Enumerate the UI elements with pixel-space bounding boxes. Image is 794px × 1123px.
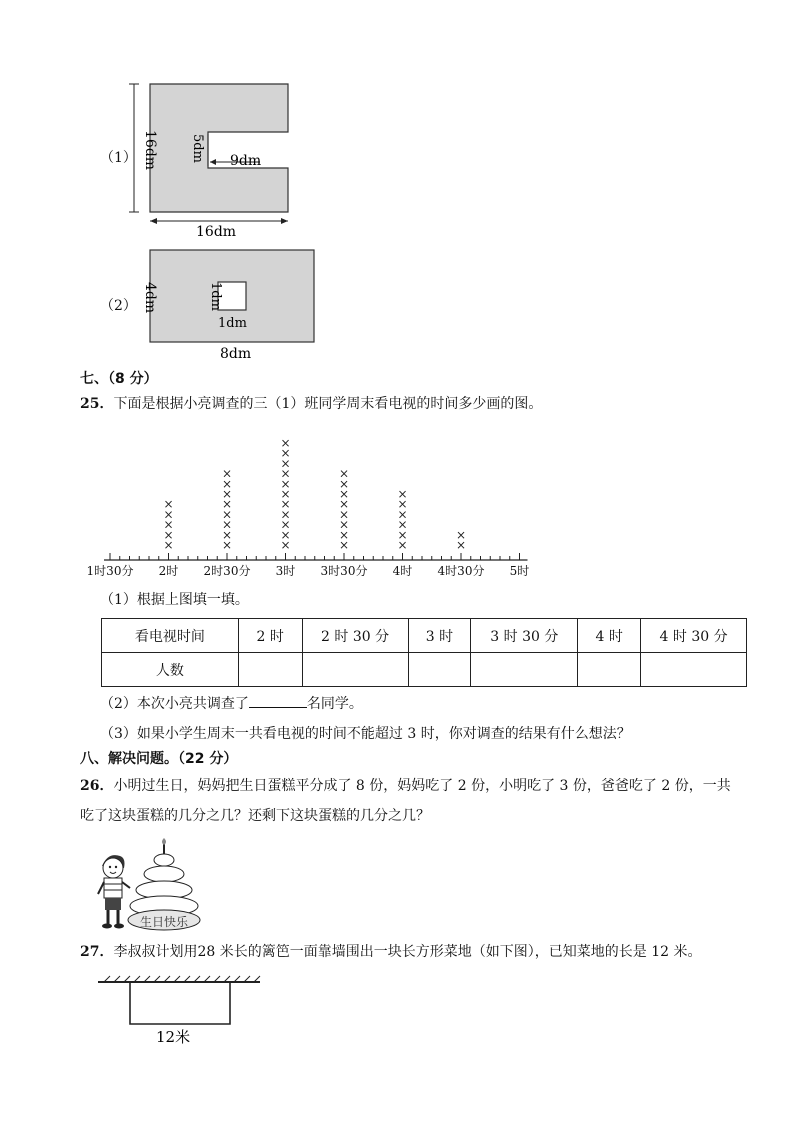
answer-cell[interactable]: [641, 653, 747, 687]
q25-sub2-suffix: 名同学。: [306, 696, 363, 712]
data-marker-x: ×: [163, 497, 174, 512]
boy-figure-icon: [98, 855, 130, 928]
tick-label: 5时: [509, 564, 530, 578]
data-marker-x: ×: [163, 517, 174, 532]
data-marker-x: ×: [397, 538, 408, 552]
tick-label: 1时30分: [86, 564, 134, 578]
data-marker-x: ×: [455, 538, 467, 552]
fig2-width-label: 8dm: [220, 346, 252, 362]
table-cell: 2 时 30 分: [302, 619, 408, 653]
data-marker-x: ×: [397, 507, 408, 522]
data-marker-x: ×: [397, 517, 408, 532]
table-header-count: 人数: [102, 653, 239, 687]
q26-number: 26．: [80, 778, 114, 794]
data-marker-x: ×: [280, 507, 291, 522]
cake-icon: [128, 838, 200, 930]
fig1-notch-height-label: 5dm: [190, 134, 205, 163]
data-marker-x: ×: [221, 507, 233, 522]
q26-line2: 吃了这块蛋糕的几分之几？还剩下这块蛋糕的几分之几？: [80, 808, 430, 824]
fig1-notched-shape: [120, 78, 300, 238]
data-marker-x: ×: [280, 487, 291, 501]
data-marker-x: ×: [338, 538, 350, 552]
tv-time-line-plot: [86, 424, 546, 584]
q27-text: 李叔叔计划用28 米长的篱笆一面靠墙围出一块长方形菜地（如下图），已知菜地的长是 12 米。: [113, 944, 702, 960]
data-marker-x: ×: [338, 476, 350, 491]
fig1-notch-width-label: 9dm: [230, 153, 262, 169]
q25-sub1: （1）根据上图填一填。: [100, 592, 249, 608]
q25-sub2-blank[interactable]: [249, 693, 307, 708]
data-marker-x: ×: [397, 487, 408, 501]
section7-heading: 七、（8 分）: [80, 371, 158, 387]
fig2-label: （2）: [100, 298, 137, 314]
fig2-square-bottom-label: 1dm: [218, 316, 247, 331]
data-marker-x: ×: [221, 476, 233, 491]
table-cell: 4 时 30 分: [641, 619, 747, 653]
data-marker-x: ×: [163, 538, 174, 552]
data-marker-x: ×: [280, 497, 291, 512]
data-marker-x: ×: [280, 466, 291, 481]
data-marker-x: ×: [397, 497, 408, 512]
fence-length-label: 12米: [156, 1028, 191, 1046]
data-marker-x: ×: [221, 497, 233, 512]
fig2-rectangle-with-hole: [128, 248, 328, 364]
section8-heading: 八、解决问题。（22 分）: [80, 751, 238, 767]
q25-sub3: （3）如果小学生周末一共看电视的时间不能超过 3 时，你对调查的结果有什么想法？: [100, 726, 631, 742]
fig2-height-label: 4dm: [142, 282, 158, 314]
data-marker-x: ×: [338, 487, 350, 501]
answer-cell[interactable]: [578, 653, 641, 687]
data-marker-x: ×: [280, 527, 291, 542]
tick-label: 3时30分: [320, 564, 368, 578]
data-marker-x: ×: [280, 538, 291, 552]
cake-text: 生日快乐: [140, 915, 189, 929]
fig1-height-label: 16dm: [142, 130, 158, 171]
table-cell: 4 时: [578, 619, 641, 653]
fig1-label: （1）: [100, 150, 137, 166]
data-marker-x: ×: [221, 538, 233, 552]
answer-cell[interactable]: [238, 653, 302, 687]
q25-number: 25．: [80, 396, 114, 412]
tv-time-table: [101, 618, 747, 687]
fig2-square-side-label: 1dm: [208, 282, 223, 311]
data-marker-x: ×: [280, 436, 291, 450]
data-marker-x: ×: [338, 507, 350, 522]
table-header-time: 看电视时间: [102, 619, 239, 653]
tick-label: 2时30分: [203, 564, 251, 578]
data-marker-x: ×: [280, 517, 291, 532]
tick-label: 4时30分: [437, 564, 485, 578]
data-marker-x: ×: [221, 527, 233, 542]
table-row: [102, 619, 747, 653]
birthday-cake-illustration: [92, 838, 214, 934]
table-row: [102, 653, 747, 687]
q26-text-line1: 小明过生日，妈妈把生日蛋糕平分成了 8 份，妈妈吃了 2 份，小明吃了 3 份，爸爸吃了 2 份，一共: [113, 778, 731, 794]
fig1-width-label: 16dm: [196, 224, 237, 240]
answer-cell[interactable]: [302, 653, 408, 687]
data-marker-x: ×: [338, 497, 350, 512]
table-cell: 2 时: [238, 619, 302, 653]
data-marker-x: ×: [455, 527, 467, 542]
table-cell: 3 时 30 分: [471, 619, 578, 653]
q27-text-line: [80, 942, 701, 962]
q25-prompt: 下面是根据小亮调查的三（1）班同学周末看电视的时间多少画的图。: [113, 396, 543, 412]
data-marker-x: ×: [280, 456, 291, 471]
data-marker-x: ×: [163, 527, 174, 542]
answer-cell[interactable]: [471, 653, 578, 687]
data-marker-x: ×: [338, 527, 350, 542]
table-cell: 3 时: [408, 619, 471, 653]
q25-sub2-prefix: （2）本次小亮共调查了: [100, 696, 249, 712]
tick-label: 4时: [392, 564, 413, 578]
fence-wall-diagram: [96, 976, 266, 1048]
q26-line1: [80, 776, 731, 796]
q25-sub2: [100, 693, 363, 714]
tick-label: 2时: [158, 564, 179, 578]
data-marker-x: ×: [280, 476, 291, 491]
q27-number: 27．: [80, 944, 114, 960]
data-marker-x: ×: [338, 466, 350, 481]
data-marker-x: ×: [221, 466, 233, 481]
data-marker-x: ×: [163, 507, 174, 522]
data-marker-x: ×: [221, 487, 233, 501]
data-marker-x: ×: [221, 517, 233, 532]
q25-text: [80, 394, 542, 414]
data-marker-x: ×: [280, 446, 291, 461]
answer-cell[interactable]: [408, 653, 471, 687]
data-marker-x: ×: [397, 527, 408, 542]
data-marker-x: ×: [338, 517, 350, 532]
tick-label: 3时: [275, 564, 296, 578]
